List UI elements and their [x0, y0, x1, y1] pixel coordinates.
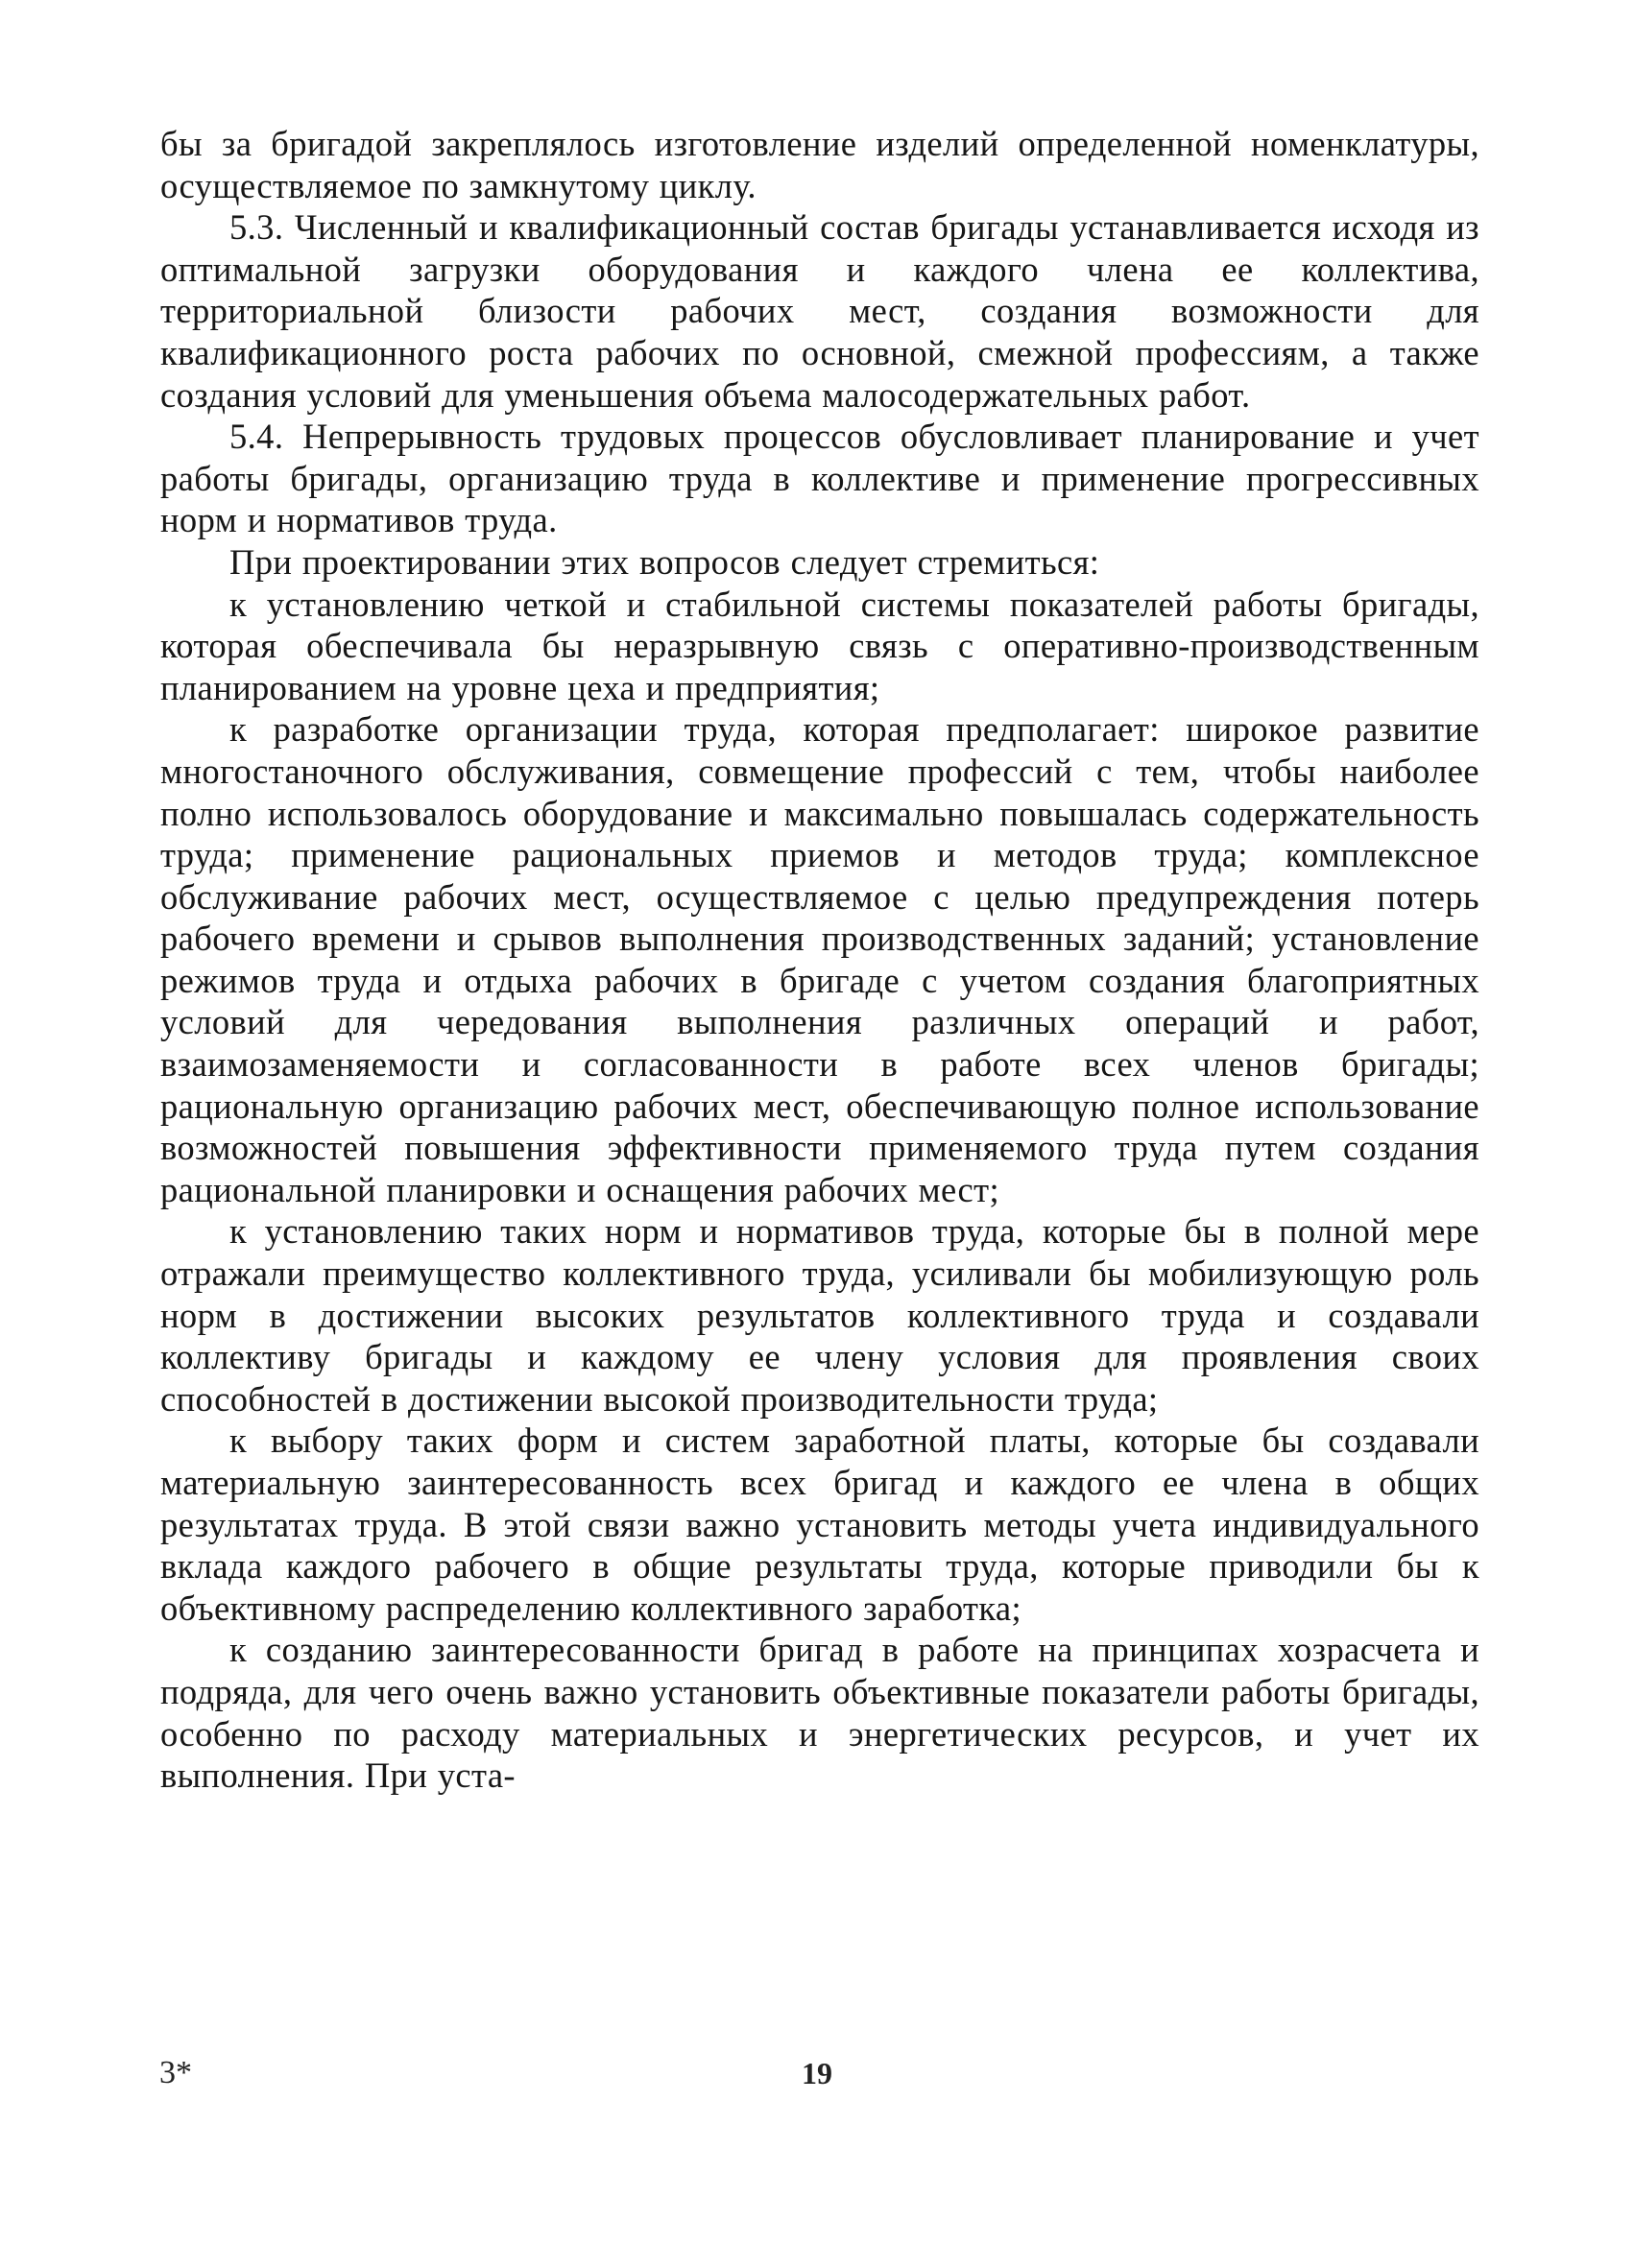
document-body: [160, 123, 1479, 1797]
paragraph-item-labor-organization: к разработке организации труда, которая предполагает: широкое развитие многостаночного обслуживания, совмещение профессий с тем, чтобы наиболее полно использовалось оборудование и максимально повышалась содержательность труда; применение рациональных приемов и методов труда; комплексное обслуживание рабочих мест, осуществляемое с целью предупреждения потерь рабочего времени и срывов выполнения производственных заданий; установление режимов труда и отдыха рабочих в бригаде с учетом создания благоприятных условий для чередования выполнения различных операций и работ, взаимозаменяемости и согласованности в работе всех членов бригады; рациональную организацию рабочих мест, обеспечивающую полное использование возможностей повышения эффективности применяемого труда путем создания рациональной планировки и оснащения рабочих мест;: [160, 709, 1479, 1209]
paragraph-item-indicators: к установлению четкой и стабильной системы показателей работы бригады, которая обеспечивала бы неразрывную связь с оперативно-производственным планированием на уровне цеха и предприятия;: [160, 584, 1479, 707]
paragraph-item-cost-accounting: к созданию заинтересованности бригад в работе на принципах хозрасчета и подряда, для чего очень важно установить объективные показатели работы бригады, особенно по расходу материальных и энергетических ресурсов, и учет их выполнения. При уста-: [160, 1630, 1479, 1796]
paragraph-item-wages: к выбору таких форм и систем заработной платы, которые бы создавали материальную заинтересованность всех бригад и каждого ее члена в общих результатах труда. В этой связи важно установить методы учета индивидуального вклада каждого рабочего в общие результаты труда, которые приводили бы к объективному распределению коллективного заработка;: [160, 1420, 1479, 1628]
signature-mark: 3*: [159, 2055, 192, 2090]
page-number: 19: [802, 2056, 832, 2090]
paragraph-5-4: 5.4. Непрерывность трудовых процессов обусловливает планирование и учет работы бригады, организацию труда в коллективе и применение прогрессивных норм и нормативов труда.: [160, 417, 1479, 540]
paragraph-item-norms: к установлению таких норм и нормативов труда, которые бы в полной мере отражали преимущество коллективного труда, усиливали бы мобилизующую роль норм в достижении высоких результатов коллективного труда и создавали коллективу бригады и каждому ее члену условия для проявления своих способностей в достижении высокой производительности труда;: [160, 1211, 1479, 1419]
paragraph-5-3: 5.3. Численный и квалификационный состав бригады устанавливается исходя из оптимальной загрузки оборудования и каждого члена ее коллектива, территориальной близости рабочих мест, создания возможности для квалификационного роста рабочих по основной, смежной профессиям, а также создания условий для уменьшения объема малосодержательных работ.: [160, 207, 1479, 415]
paragraph-continuation: бы за бригадой закреплялось изготовление изделий определенной номенклатуры, осуществляемое по замкнутому циклу.: [160, 124, 1479, 205]
paragraph-intro: При проектировании этих вопросов следует стремиться:: [229, 541, 1100, 582]
